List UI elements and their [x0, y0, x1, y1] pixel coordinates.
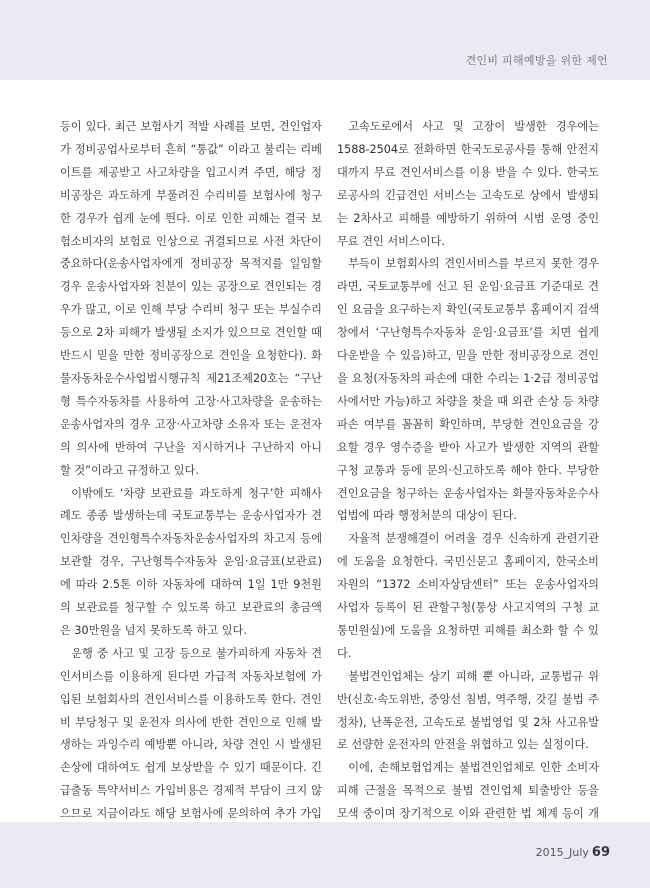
paragraph: 이밖에도 ‘차량 보관료를 과도하게 청구’한 피해사례도 종종 발생하는데 국토교통부는 운송사업자가 견인차량을 견인형특수자동차운송사업자의 차고지 등에 보관할 경우, 구난형특수자동차 운임·요금표(보관료)에 따라 2.5톤 이하 자동차에 대하여 1일 1만 9천원의 보관료를 청구할 수 있도록 하고 보관료의 총금액은 30만원을 넘지 못하도록 하고 있다. — [60, 486, 322, 637]
right-column — [337, 116, 599, 849]
header-band — [0, 0, 650, 80]
left-column — [60, 116, 322, 849]
paragraph: 부득이 보험회사의 견인서비스를 부르지 못한 경우라면, 국토교통부에 신고 된 운임·요금표 기준대로 견인 요금을 요구하는지 확인(국토교통부 홈페이지 검색창에서 ‘구난형특수자동차 운임·요금표’를 치면 쉽게 다운받을 수 있음)하고, 믿을 만한 정비공장으로 견인을 요청(자동차의 파손에 대한 수리는 1·2급 정비공업사에서만 가능)하고 차량을 찾을 때 외관 손상 등 차량 파손 여부를 꼼꼼히 확인하며, 부당한 견인요금을 강요할 경우 영수증을 받아 사고가 발생한 지역의 관할구청 교통과 등에 문의·신고하도록 해야 한다. 부당한 견인요금을 청구하는 운송사업자는 화물자동차운수사업법에 따라 행정처분의 대상이 된다. — [337, 257, 599, 523]
folio — [536, 845, 610, 860]
paragraph: 자율적 분쟁해결이 어려울 경우 신속하게 관련기관에 도움을 요청한다. 국민신문고 홈페이지, 한국소비자원의 “1372 소비자상담센터” 또는 운송사업자의 사업자 등록이 된 관할구청(통상 사고지역의 구청 교통민원실)에 도움을 요청하면 피해를 최소화 할 수 있다. — [337, 532, 599, 660]
paragraph: 고속도로에서 사고 및 고장이 발생한 경우에는 1588-2504로 전화하면 한국도로공사를 통해 안전지대까지 무료 견인서비스를 이용 받을 수 있다. 한국도로공사의 긴급견인 서비스는 고속도로 상에서 발생되는 2차사고 피해를 예방하기 위하여 시범 운영 중인 무료 견인 서비스이다. — [337, 120, 599, 248]
paragraph-text: 이에, 손해보험업계는 불법견인업체로 인한 소비자 피해 근절을 목적으로 불법 견인업체 퇴출방안 등을 모색 중이며 장기적으로 이와 관련한 법 체계 등이 개 — [337, 761, 599, 821]
page-number: 69 — [591, 845, 610, 860]
paragraph: 운행 중 사고 및 고장 등으로 불가피하게 자동차 견인서비스를 이용하게 된다면 가급적 자동차보험에 가입된 보험회사의 견인서비스를 이용하도록 한다. 견인비 부당청구 및 운전자 의사에 반한 견인으로 인해 발생하는 과잉수리 예방뿐 아니라, 차량 견인 시 발생된 손상에 대하여도 쉽게 보상받을 수 있기 때문이다. 긴급출동 특약서비스 가입비용은 경제적 부담이 크지 않으므로 지금이라도 해당 보험사에 문의하여 추가 가입 — [60, 646, 322, 821]
paragraph: 불법견인업체는 상기 피해 뿐 아니라, 교통법규 위반(신호·속도위반, 중앙선 침범, 역주행, 갓길 불법 주정차), 난폭운전, 고속도로 불법영업 및 2차 사고유발로 선량한 운전자의 안전을 위협하고 있는 실정이다. — [337, 669, 599, 752]
running-title: 견인비 피해예방을 위한 제언 — [465, 54, 608, 67]
paragraph: 등이 있다. 최근 보험사기 적발 사례를 보면, 견인업자가 정비공업사로부터 흔히 “통값” 이라고 불리는 리베이트를 제공받고 사고차량을 입고시켜 주면, 해당 정비공장은 과도하게 부풀려진 수리비를 보험사에 청구한 경우가 쉽게 눈에 띈다. 이로 인한 피해는 결국 보험소비자의 보험료 인상으로 귀결되므로 사전 차단이 중요하다(운송사업자에게 정비공장 목적지를 일임할 경우 운송사업자와 친분이 있는 공장으로 견인되는 경우가 많고, 이로 인해 부당 수리비 청구 또는 부실수리 등으로 2차 피해가 발생될 소지가 있으므로 견인할 때 반드시 믿을 만한 정비공장으로 견인을 요청한다). 화물자동차운수사업법시행규칙 제21조제20호는 “구난형 특수자동차를 사용하여 고장·사고차량을 운송하는 운송사업자의 경우 고장·사고차량 소유자 또는 운전자의 의사에 반하여 구난을 지시하거나 구난하지 아니 할 것”이라고 규정하고 있다. — [60, 120, 322, 477]
issue-label: 2015_July — [535, 846, 589, 859]
